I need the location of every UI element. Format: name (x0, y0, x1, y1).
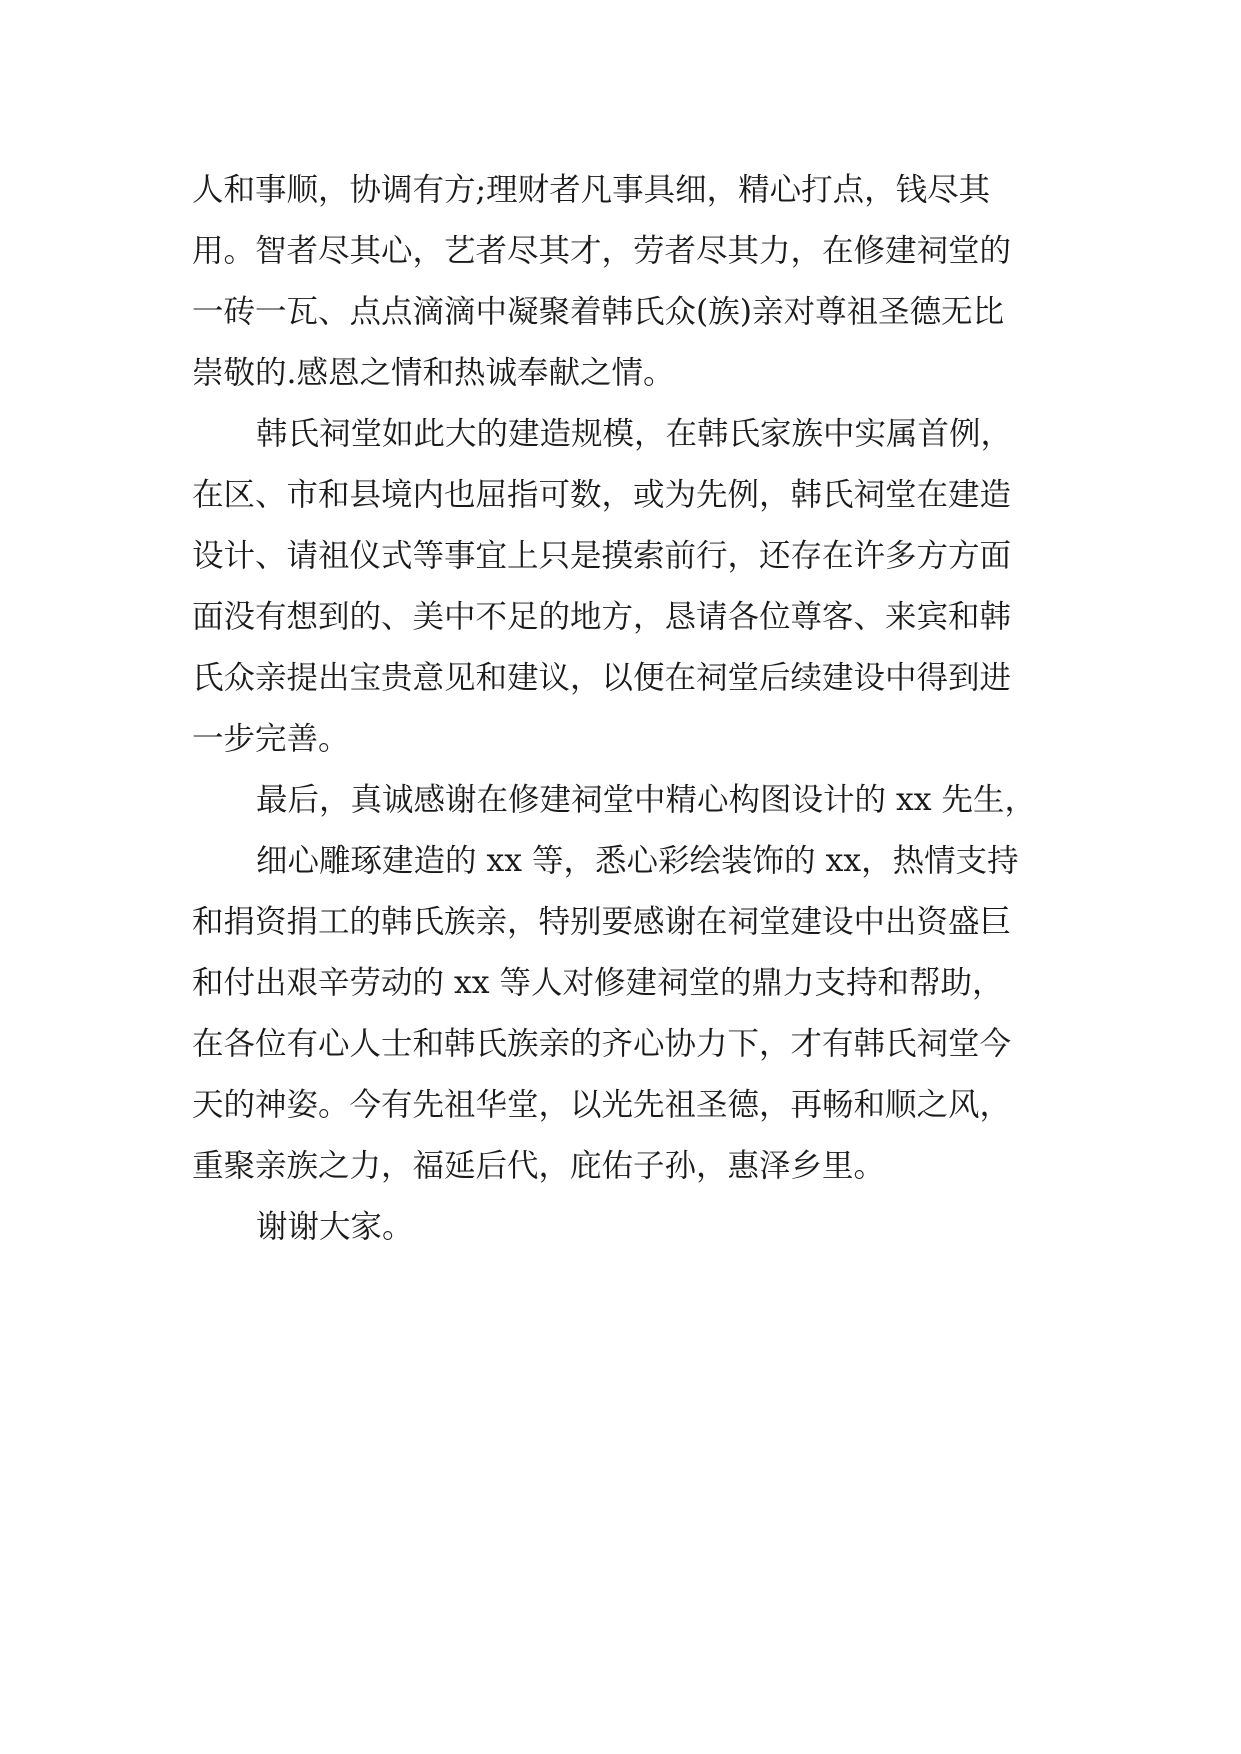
text-line: 谢谢大家。 (256, 1209, 414, 1245)
text-line: 崇敬的.感恩之情和热诚奉献之情。 (192, 355, 675, 391)
text-line: 面没有想到的、美中不足的地方，恳请各位尊客、来宾和韩 (192, 599, 1012, 635)
text-line: 和付出艰辛劳动的 xx 等人对修建祠堂的鼎力支持和帮助， (192, 965, 1004, 1001)
text-line: 在各位有心人士和韩氏族亲的齐心协力下，才有韩氏祠堂今 (192, 1026, 1012, 1062)
text-line: 设计、请祖仪式等事宜上只是摸索前行，还存在许多方方面 (192, 538, 1012, 574)
text-line: 韩氏祠堂如此大的建造规模，在韩氏家族中实属首例， (256, 416, 1013, 452)
text-line: 最后，真诚感谢在修建祠堂中精心构图设计的 xx 先生， (256, 782, 1037, 818)
text-line: 氏众亲提出宝贵意见和建议，以便在祠堂后续建设中得到进 (192, 660, 1012, 696)
text-line: 一步完善。 (192, 721, 350, 757)
text-line: 在区、市和县境内也屈指可数，或为先例，韩氏祠堂在建造 (192, 477, 1012, 513)
text-line: 天的神姿。今有先祖华堂，以光先祖圣德，再畅和顺之风， (192, 1087, 1012, 1123)
text-line: 用。智者尽其心，艺者尽其才，劳者尽其力，在修建祠堂的 (192, 233, 1012, 269)
text-line: 和捐资捐工的韩氏族亲，特别要感谢在祠堂建设中出资盛巨 (192, 904, 1012, 940)
text-line: 人和事顺，协调有方;理财者凡事具细，精心打点，钱尽其 (192, 172, 991, 208)
text-line: 重聚亲族之力，福延后代，庇佑子孙，惠泽乡里。 (192, 1148, 886, 1184)
text-line: 细心雕琢建造的 xx 等，悉心彩绘装饰的 xx，热情支持 (256, 843, 1019, 879)
text-line: 一砖一瓦、点点滴滴中凝聚着韩氏众(族)亲对尊祖圣德无比 (192, 294, 1005, 330)
document-body (192, 160, 1062, 1258)
